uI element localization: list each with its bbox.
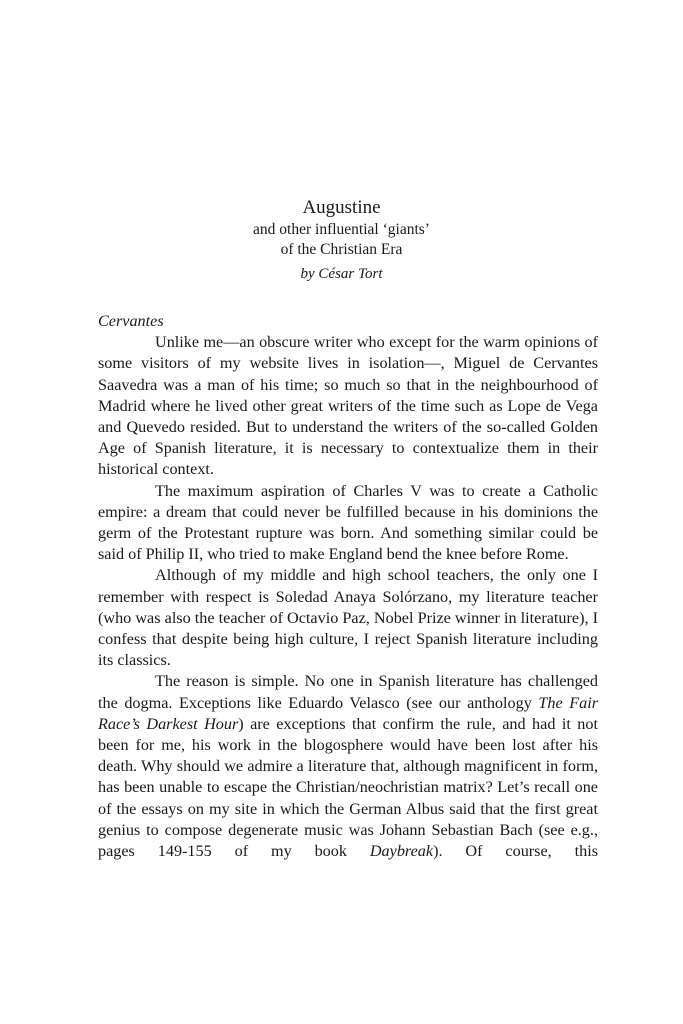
book-title-fair-race: The Fair Race’s Darkest Hour [98, 693, 598, 733]
paragraph-4-text-a: The reason is simple. No one in Spanish literature has challenged the dogma. Exceptions like Eduardo Velasco (see our anthology [98, 672, 598, 712]
article-subtitle-line-2: of the Christian Era [280, 241, 403, 258]
article-header [0, 196, 683, 284]
paragraph-4-text-b: ) are exceptions that confirm the rule, and had it not been for me, his work in the blogosphere would have been lost after his death. Why should we admire a literature that, although magnificent in form, has been unable to escape the Christian/neochristian matrix? Let’s recall one of the essays on my site in which the German Albus said that the first great genius to compose degenerate music was Johann Sebastian Bach (see e.g., pages 149-155 of my book [98, 714, 598, 861]
paragraph-3: Although of my middle and high school teachers, the only one I remember with respect is Soledad Anaya Solórzano, my literature teacher (who was also the teacher of Octavio Paz, Nobel Prize winner in literature), I confess that despite being high culture, I reject Spanish literature including its classics. [98, 566, 598, 670]
paragraph-1: Unlike me—an obscure writer who except for the warm opinions of some visitors of my website lives in isolation—, Miguel de Cervantes Saavedra was a man of his time; so much so that in the neighbourhood of Madrid where he lived other great writers of the time such as Lope de Vega and Quevedo resided. But to understand the writers of the so-called Golden Age of Spanish literature, it is necessary to contextualize them in their historical context. [98, 333, 598, 479]
paragraph-4 [98, 671, 598, 862]
paragraph-4-text-c: ). Of course, this [433, 842, 598, 861]
paragraph-2: The maximum aspiration of Charles V was to create a Catholic empire: a dream that could never be fulfilled because in his dominions the germ of the Protestant rupture was born. And something similar could be said of Philip II, who tried to make England bend the knee before Rome. [98, 481, 598, 564]
section-heading: Cervantes [98, 312, 164, 330]
article-body [98, 311, 598, 862]
article-title: Augustine [302, 197, 381, 218]
article-byline: by César Tort [300, 266, 383, 282]
article-subtitle-line-1: and other influential ‘giants’ [253, 221, 430, 238]
book-title-daybreak: Daybreak [369, 842, 434, 861]
